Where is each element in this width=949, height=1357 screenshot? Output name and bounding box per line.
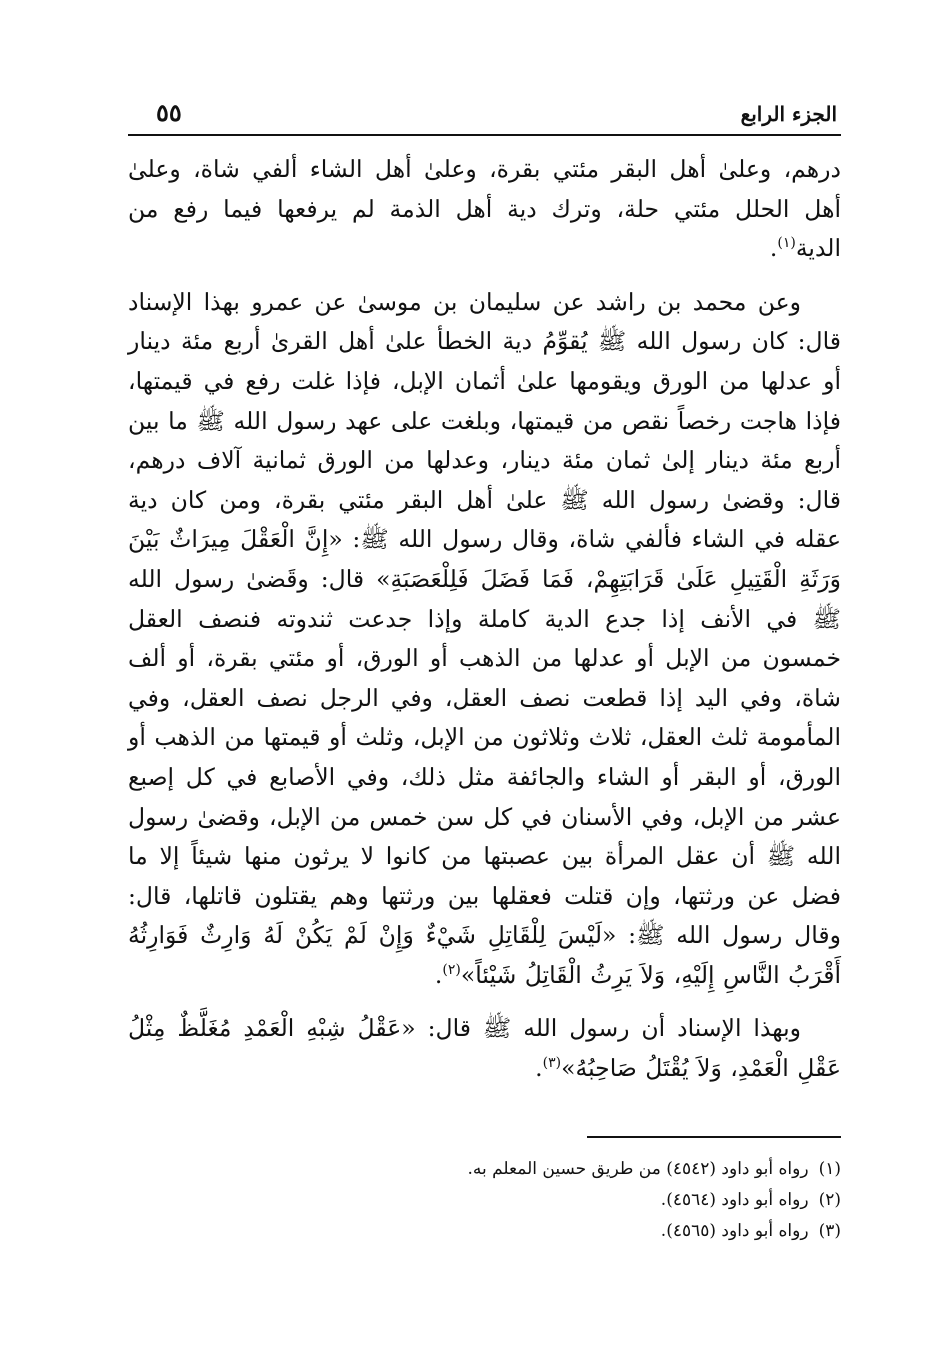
footnote-ref-2: (٢)	[442, 962, 461, 979]
footnote-1	[128, 1154, 841, 1185]
footnote-number: (٢)	[818, 1190, 841, 1210]
paragraph-end: .	[535, 1054, 543, 1083]
footnote-ref-3: (٣)	[542, 1055, 562, 1072]
paragraph-text: وبهذا الإسناد أن رسول الله ﷺ قال: «عَقْلُ شِبْهِ الْعَمْدِ مُغَلَّظٌ مِثْلُ عَقْلِ الْعَمْدِ، وَلاَ يُقْتَلُ صَاحِبُهُ»	[128, 1014, 841, 1083]
footnote-number: (٣)	[818, 1221, 841, 1241]
paragraph-text: درهم، وعلىٰ أهل البقر مئتي بقرة، وعلىٰ أهل الشاء ألفي شاة، وعلىٰ أهل الحلل مئتي حلة، وترك دية أهل الذمة لم يرفعها فيما رفع من الدية	[128, 155, 841, 263]
footnote-text: رواه أبو داود (٤٥٤٢) من طريق حسين المعلم به.	[467, 1159, 809, 1179]
footnote-ref-1: (١)	[777, 235, 796, 252]
footnote-text: رواه أبو داود (٤٥٦٥).	[660, 1221, 809, 1241]
paragraph-1	[128, 150, 841, 269]
footnote-3	[128, 1216, 841, 1247]
paragraph-text: وعن محمد بن راشد عن سليمان بن موسىٰ عن عمرو بهذا الإسناد قال: كان رسول الله ﷺ يُقوِّمُ دية الخطأ علىٰ أهل القرىٰ أربع مئة دينار أو عدلها من الورق ويقومها علىٰ أثمان الإبل، فإذا غلت رفع في قيمتها، فإذا هاجت رخصاً نقص من قيمتها، وبلغت على عهد رسول الله ﷺ ما بين أربع مئة دينار إلىٰ ثمان مئة دينار، وعدلها من الورق ثمانية آلاف درهم، قال: وقضىٰ رسول الله ﷺ علىٰ أهل البقر مئتي بقرة، ومن كان دية عقله في الشاء فألفي شاة، وقال رسول الله ﷺ: «إِنَّ الْعَقْلَ مِيرَاثٌ بَيْنَ وَرَثَةِ الْقَتِيلِ عَلَىٰ قَرَابَتِهِمْ، فَمَا فَضَلَ فَلِلْعَصَبَةِ» قال: وقَضىٰ رسول الله ﷺ في الأنف إذا جدع الدية كاملة وإذا جدعت ثندوته فنصف العقل خمسون من الإبل أو عدلها من الذهب أو الورق، أو مئتي بقرة، أو ألف شاة، وفي اليد إذا قطعت نصف العقل، وفي الرجل نصف العقل، وفي المأمومة ثلث العقل، ثلاث وثلاثون من الإبل، وثلث أو قيمتها من الذهب أو الورق، أو البقر أو الشاء والجائفة مثل ذلك، وفي الأصابع في كل إصبع عشر من الإبل، وفي الأسنان في كل سن خمس من الإبل، وقضىٰ رسول الله ﷺ أن عقل المرأة بين عصبتها من كانوا لا يرثون منها شيئاً إلا ما فضل عن ورثتها، وإن قتلت فعقلها بين ورثتها وهم يقتلون قاتلها، قال: وقال رسول الله ﷺ: «لَيْسَ لِلْقَاتِلِ شَيْءٌ وَإِنْ لَمْ يَكُنْ لَهُ وَارِثٌ فَوَارِثُهُ أَقْرَبُ النَّاسِ إِلَيْهِ، وَلاَ يَرِثُ الْقَاتِلُ شَيْئاً»	[128, 287, 841, 989]
footnote-divider	[587, 1136, 841, 1138]
footnote-text: رواه أبو داود (٤٥٦٤).	[660, 1190, 809, 1210]
paragraph-end: .	[434, 960, 443, 989]
footnote-number: (١)	[818, 1159, 841, 1179]
page-number: ٥٥	[156, 98, 182, 127]
paragraph-2	[128, 283, 841, 996]
main-text	[128, 150, 841, 1103]
paragraph-end: .	[769, 234, 778, 263]
paragraph-3	[128, 1009, 841, 1088]
footnote-2	[128, 1185, 841, 1216]
page-header	[128, 98, 841, 136]
footnotes	[128, 1154, 841, 1247]
running-title: الجزء الرابع	[740, 102, 837, 126]
